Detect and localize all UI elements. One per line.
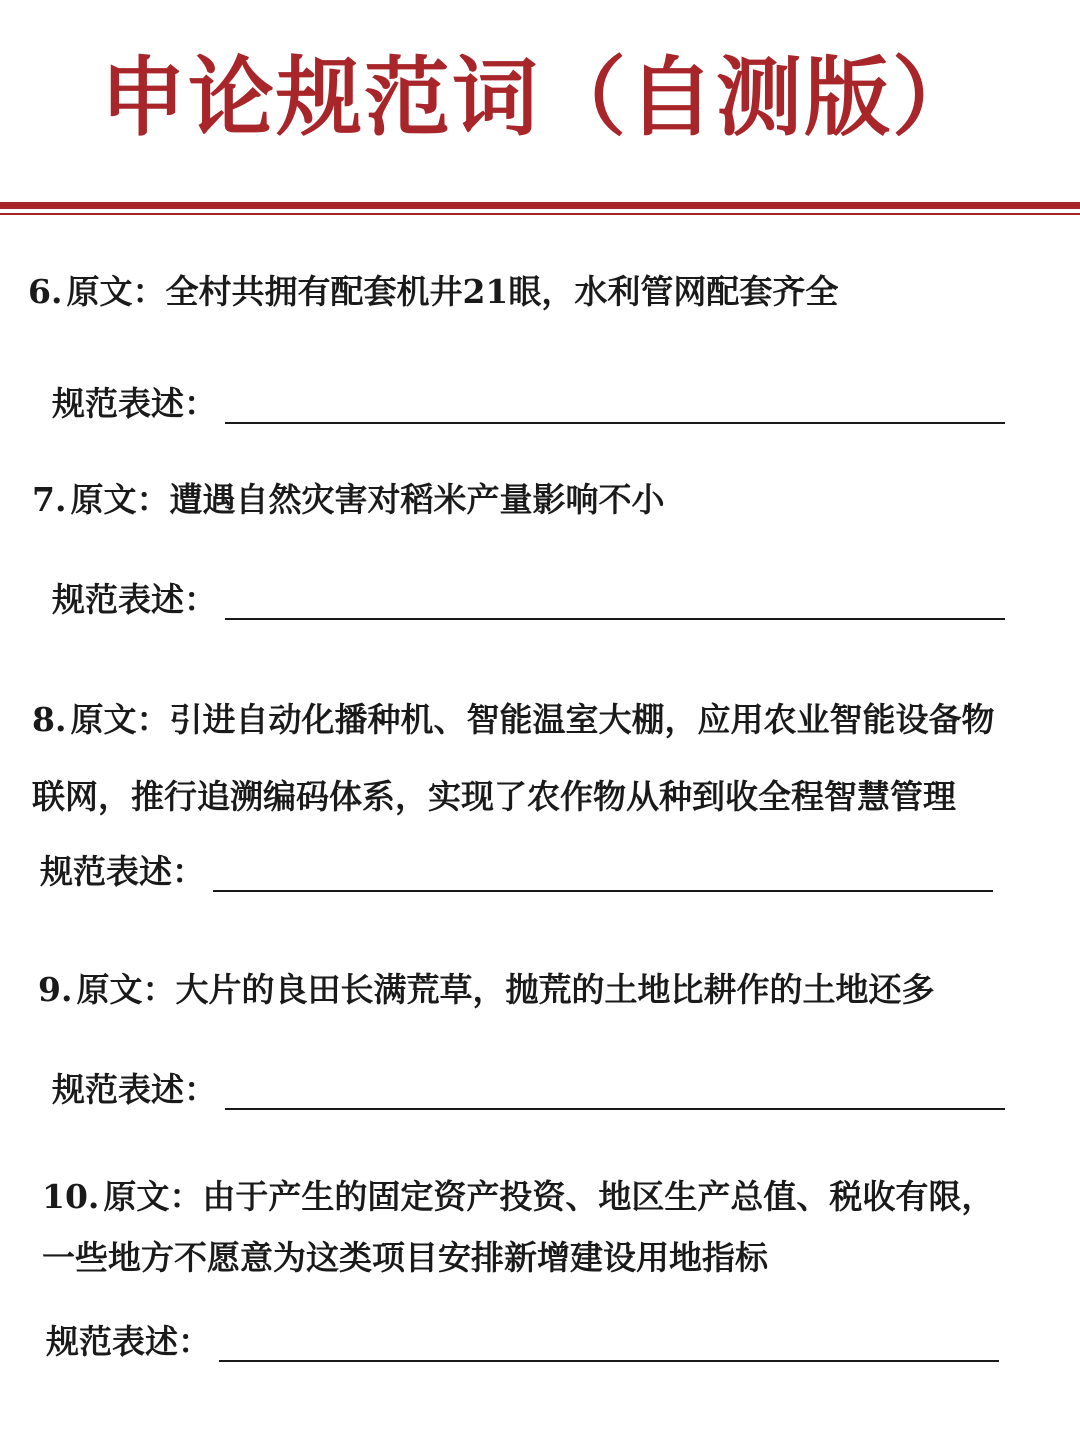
question-text: 联网，推行追溯编码体系，实现了农作物从种到收全程智慧管理: [32, 777, 956, 816]
question-7: [32, 480, 664, 520]
question-10: [42, 1177, 994, 1217]
question-text: 遭遇自然灾害对稻米产量影响不小: [169, 480, 665, 519]
answer-blank[interactable]: [213, 860, 993, 892]
question-label: 原文：: [70, 700, 170, 739]
question-text: 一些地方不愿意为这类项目安排新增建设用地指标: [42, 1238, 768, 1277]
question-number: 8.: [32, 700, 67, 739]
question-text: 大片的良田长满荒草，抛荒的土地比耕作的土地还多: [175, 970, 935, 1009]
answer-row-10: [46, 1322, 999, 1362]
question-text: 由于产生的固定资产投资、地区生产总值、税收有限，: [202, 1177, 995, 1216]
question-8: [32, 700, 994, 740]
answer-row-8: [40, 852, 993, 892]
question-8-line-2: [32, 777, 956, 817]
question-label: 原文：: [66, 272, 166, 311]
answer-label: 规范表述：: [40, 852, 205, 891]
answer-row-7: [52, 580, 1005, 620]
question-number: 7.: [32, 480, 67, 519]
header-divider-thick: [0, 202, 1080, 209]
question-10-line-2: [42, 1238, 768, 1278]
answer-label: 规范表述：: [52, 384, 217, 423]
question-number: 6.: [28, 272, 63, 311]
answer-label: 规范表述：: [52, 580, 217, 619]
question-6: [28, 272, 838, 312]
answer-blank[interactable]: [225, 1078, 1005, 1110]
question-number: 10.: [42, 1177, 100, 1216]
answer-blank[interactable]: [219, 1330, 999, 1362]
header-divider-thin: [0, 213, 1080, 215]
answer-blank[interactable]: [225, 588, 1005, 620]
question-text: 全村共拥有配套机井21眼，水利管网配套齐全: [165, 272, 839, 311]
answer-row-6: [52, 384, 1005, 424]
answer-label: 规范表述：: [52, 1070, 217, 1109]
page-title: 申论规范词（自测版）: [100, 47, 980, 148]
answer-label: 规范表述：: [46, 1322, 211, 1361]
question-9: [38, 970, 934, 1010]
question-number: 9.: [38, 970, 73, 1009]
question-text: 引进自动化播种机、智能温室大棚，应用农业智能设备物: [169, 700, 995, 739]
answer-blank[interactable]: [225, 392, 1005, 424]
question-label: 原文：: [76, 970, 176, 1009]
answer-row-9: [52, 1070, 1005, 1110]
question-label: 原文：: [70, 480, 170, 519]
question-label: 原文：: [103, 1177, 203, 1216]
